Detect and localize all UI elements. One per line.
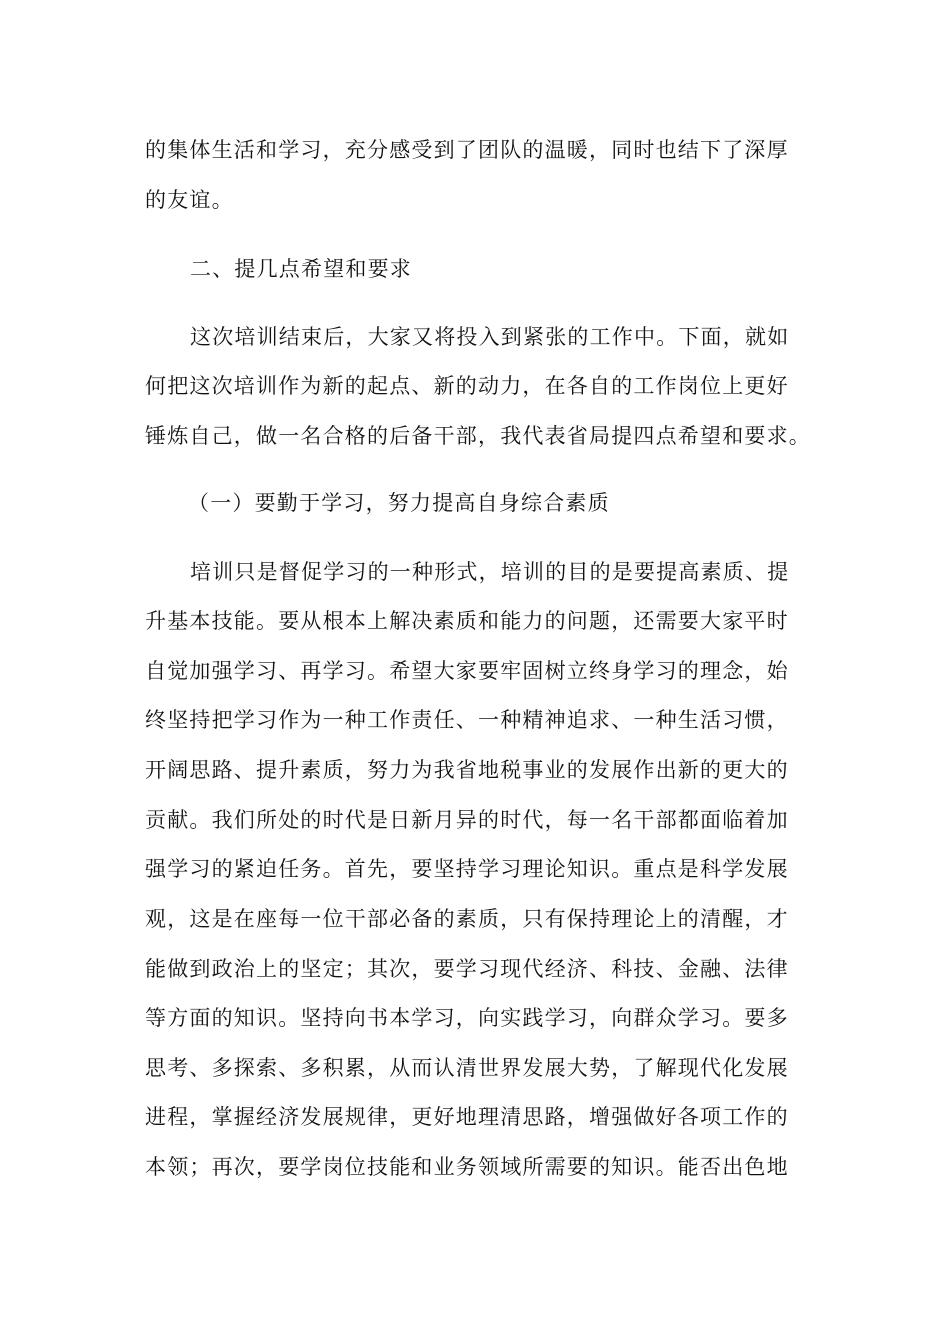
paragraph-line: 锤炼自己，做一名合格的后备干部，我代表省局提四点希望和要求。 xyxy=(145,424,811,448)
paragraph-line: 观，这是在座每一位干部必备的素质，只有保持理论上的清醒，才 xyxy=(145,907,789,931)
paragraph-line: 思考、多探索、多积累，从而认清世界发展大势，了解现代化发展 xyxy=(145,1056,789,1080)
paragraph-line: 进程，掌握经济发展规律，更好地理清思路，增强做好各项工作的 xyxy=(145,1105,789,1129)
paragraph-line: 的友谊。 xyxy=(145,188,234,212)
paragraph-line: 强学习的紧迫任务。首先，要坚持学习理论知识。重点是科学发展 xyxy=(145,857,789,881)
paragraph-line: 这次培训结束后，大家又将投入到紧张的工作中。下面，就如 xyxy=(190,325,790,349)
paragraph-line: 贡献。我们所处的时代是日新月异的时代，每一名干部都面临着加 xyxy=(145,808,789,832)
paragraph-line: 升基本技能。要从根本上解决素质和能力的问题，还需要大家平时 xyxy=(145,609,789,633)
paragraph-line: 能做到政治上的坚定；其次，要学习现代经济、科技、金融、法律 xyxy=(145,957,789,981)
paragraph-line: 终坚持把学习作为一种工作责任、一种精神追求、一种生活习惯， xyxy=(145,708,789,732)
section-heading: 二、提几点希望和要求 xyxy=(190,257,412,281)
paragraph-line: 自觉加强学习、再学习。希望大家要牢固树立终身学习的理念，始 xyxy=(145,659,789,683)
paragraph-line: 本领；再次，要学岗位技能和业务领域所需要的知识。能否出色地 xyxy=(145,1155,789,1179)
paragraph-line: 培训只是督促学习的一种形式，培训的目的是要提高素质、提 xyxy=(190,560,790,584)
paragraph-line: 开阔思路、提升素质，努力为我省地税事业的发展作出新的更大的 xyxy=(145,758,789,782)
paragraph-line: 等方面的知识。坚持向书本学习，向实践学习，向群众学习。要多 xyxy=(145,1006,789,1030)
subsection-heading: （一）要勤于学习，努力提高自身综合素质 xyxy=(188,491,610,515)
paragraph-line: 的集体生活和学习，充分感受到了团队的温暖，同时也结下了深厚 xyxy=(145,138,789,162)
paragraph-line: 何把这次培训作为新的起点、新的动力，在各自的工作岗位上更好 xyxy=(145,374,789,398)
